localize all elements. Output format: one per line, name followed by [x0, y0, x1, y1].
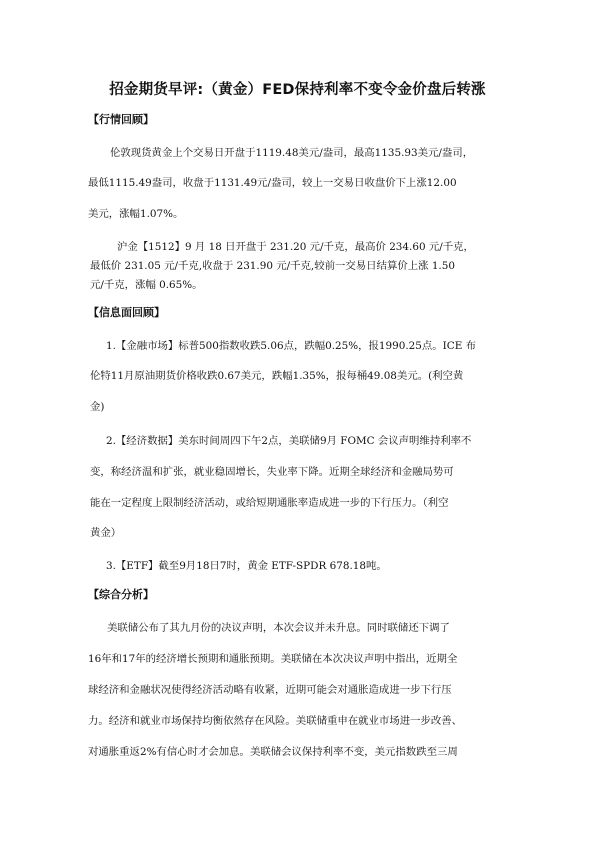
- paragraph-line: 美元，涨幅1.07%。: [88, 208, 184, 220]
- section-heading-info-review: 【信息面回顾】: [88, 306, 165, 319]
- list-item-line: 2.【经济数据】美东时间周四下午2点，美联储9月 FOMC 会议声明维持利率不: [106, 435, 472, 447]
- paragraph-line: 对通胀重返2%有信心时才会加息。美联储会议保持利率不变，美元指数跌至三周: [88, 746, 458, 758]
- list-item-line: 伦特11月原油期货价格收跌0.67美元，跌幅1.35%，报每桶49.08美元。(利空黄: [90, 370, 464, 382]
- paragraph-line: 球经济和金融状况使得经济活动略有收紧，近期可能会对通胀造成进一步下行压: [88, 684, 452, 696]
- list-item-line: 能在一定程度上限制经济活动，或给短期通胀率造成进一步的下行压力。（利空: [90, 497, 449, 509]
- paragraph-line: 元/千克，涨幅 0.65%。: [90, 279, 203, 291]
- list-item-line: 黄金）: [90, 527, 122, 539]
- section-heading-market-review: 【行情回顾】: [88, 113, 154, 126]
- paragraph-line: 最低1115.49盎司，收盘于1131.49元/盎司，较上一交易日收盘价下上涨12.00: [88, 177, 457, 189]
- paragraph-line: 最低价 231.05 元/千克,收盘于 231.90 元/千克,较前一交易日结算价上涨 1.50: [90, 260, 455, 272]
- paragraph-line: 沪金【1512】9 月 18 日开盘于 231.20 元/千克，最高价 234.60 元/千克，: [117, 241, 474, 253]
- paragraph-line: 伦敦现货黄金上个交易日开盘于1119.48美元/盎司，最高1135.93美元/盎司，: [110, 147, 474, 159]
- page-title: 招金期货早评:（黄金）FED保持利率不变令金价盘后转涨: [109, 82, 486, 98]
- list-item-line: 金): [90, 401, 105, 413]
- paragraph-line: 力。经济和就业市场保持均衡依然存在风险。美联储重申在就业市场进一步改善、: [88, 715, 463, 727]
- list-item-line: 3.【ETF】截至9月18日7时，黄金 ETF-SPDR 678.18吨。: [106, 560, 387, 572]
- section-heading-analysis: 【综合分析】: [88, 588, 154, 601]
- paragraph-line: 16年和17年的经济增长预期和通胀预期。美联储在本次决议声明中指出，近期全: [88, 653, 458, 665]
- paragraph-line: 美联储公布了其九月份的决议声明，本次会议并未升息。同时联储还下调了: [107, 622, 450, 634]
- list-item-line: 1.【金融市场】标普500指数收跌5.06点，跌幅0.25%，报1990.25点。ICE 布: [106, 340, 477, 352]
- list-item-line: 变，称经济温和扩张，就业稳固增长，失业率下降。近期全球经济和金融局势可: [90, 466, 454, 478]
